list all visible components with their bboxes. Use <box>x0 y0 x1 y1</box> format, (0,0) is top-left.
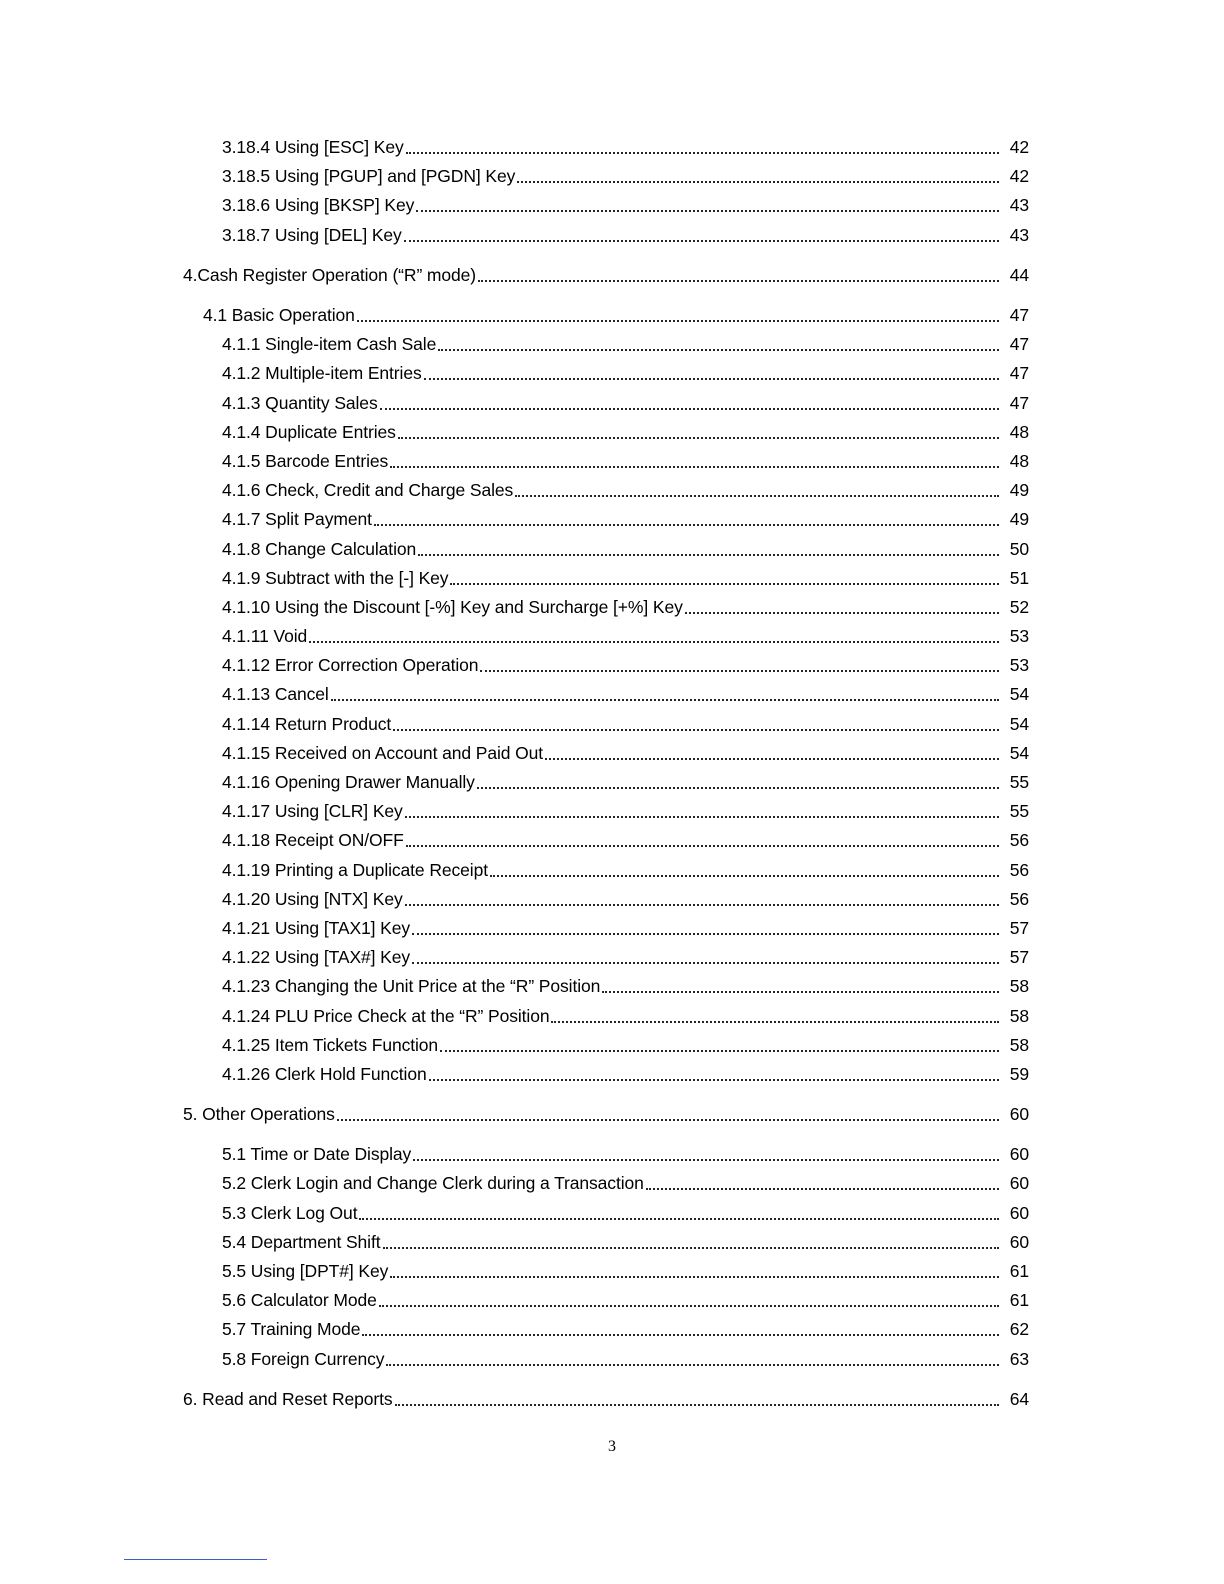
toc-entry-title: 5.8 Foreign Currency <box>222 1348 385 1369</box>
toc-entry-title: 4.1.5 Barcode Entries <box>222 450 389 471</box>
toc-entry-title: 5.4 Department Shift <box>222 1231 381 1252</box>
toc-entry-page-number: 60 <box>1009 1231 1029 1252</box>
toc-entry-page-number: 47 <box>1009 305 1029 326</box>
toc-entry-title: 4.1.23 Changing the Unit Price at the “R” Position <box>222 976 601 997</box>
toc-entry-page-number: 43 <box>1009 224 1029 245</box>
dot-leader <box>406 151 999 154</box>
toc-entry-page-number: 56 <box>1009 888 1029 909</box>
dot-leader <box>331 698 999 701</box>
toc-entry[interactable] <box>0 301 1224 330</box>
toc-entry-title: 5.2 Clerk Login and Change Clerk during a Transaction <box>222 1173 644 1194</box>
toc-entry-title: 4.1 Basic Operation <box>203 305 355 326</box>
toc-entry-title: 4.1.18 Receipt ON/OFF <box>222 830 404 851</box>
toc-entry-page-number: 61 <box>1009 1261 1029 1282</box>
dot-leader <box>450 582 999 585</box>
dot-leader <box>374 523 999 526</box>
toc-entry-page-number: 61 <box>1009 1290 1029 1311</box>
toc-entry-title: 4.1.21 Using [TAX1] Key <box>222 917 411 938</box>
dot-leader <box>424 377 999 380</box>
toc-entry-page-number: 50 <box>1009 538 1029 559</box>
footnote-separator <box>124 1559 267 1560</box>
dot-leader <box>390 465 999 468</box>
toc-entry[interactable] <box>0 972 1224 1001</box>
toc-entry[interactable] <box>0 1228 1224 1257</box>
dot-leader <box>406 844 999 847</box>
toc-entry[interactable] <box>0 826 1224 855</box>
toc-entry-title: 4.1.11 Void <box>222 626 308 647</box>
toc-entry-page-number: 48 <box>1009 450 1029 471</box>
toc-entry[interactable] <box>0 1169 1224 1198</box>
toc-entry[interactable] <box>0 1257 1224 1286</box>
toc-entry-page-number: 44 <box>1009 264 1029 285</box>
dot-leader <box>386 1363 999 1366</box>
dot-leader <box>418 553 999 556</box>
toc-entry[interactable] <box>0 564 1224 593</box>
toc-entry[interactable] <box>0 505 1224 534</box>
toc-entry-title: 4.Cash Register Operation (“R” mode) <box>183 264 477 285</box>
toc-entry-page-number: 54 <box>1009 742 1029 763</box>
toc-entry-title: 3.18.4 Using [ESC] Key <box>222 137 404 158</box>
toc-entry[interactable] <box>0 943 1224 972</box>
toc-entry[interactable] <box>0 221 1224 250</box>
toc-entry-page-number: 42 <box>1009 166 1029 187</box>
toc-entry-title: 4.1.10 Using the Discount [-%] Key and Surcharge [+%] Key <box>222 596 683 617</box>
dot-leader <box>405 903 999 906</box>
toc-entry-title: 4.1.22 Using [TAX#] Key <box>222 947 411 968</box>
toc-entry-page-number: 53 <box>1009 655 1029 676</box>
dot-leader <box>357 319 999 322</box>
toc-entry-title: 4.1.13 Cancel <box>222 684 329 705</box>
toc-entry-title: 5.1 Time or Date Display <box>222 1144 412 1165</box>
toc-entry-page-number: 53 <box>1009 626 1029 647</box>
toc-entry-title: 4.1.26 Clerk Hold Function <box>222 1063 427 1084</box>
toc-entry-title: 5.7 Training Mode <box>222 1319 361 1340</box>
toc-entry[interactable] <box>0 1001 1224 1030</box>
toc-entry-title: 4.1.12 Error Correction Operation <box>222 655 479 676</box>
toc-entry-title: 4.1.3 Quantity Sales <box>222 392 378 413</box>
toc-entry-title: 3.18.5 Using [PGUP] and [PGDN] Key <box>222 166 516 187</box>
toc-entry[interactable] <box>0 651 1224 680</box>
toc-entry[interactable] <box>0 359 1224 388</box>
toc-entry-title: 4.1.2 Multiple-item Entries <box>222 363 422 384</box>
dot-leader <box>412 932 999 935</box>
toc-entry-page-number: 57 <box>1009 917 1029 938</box>
toc-entry[interactable] <box>0 1031 1224 1060</box>
toc-entry-page-number: 57 <box>1009 947 1029 968</box>
toc-entry-page-number: 54 <box>1009 684 1029 705</box>
toc-entry[interactable] <box>0 739 1224 768</box>
toc-entry-page-number: 59 <box>1009 1063 1029 1084</box>
dot-leader <box>480 669 999 672</box>
toc-entry-title: 4.1.24 PLU Price Check at the “R” Position <box>222 1005 550 1026</box>
dot-leader <box>405 815 999 818</box>
toc-entry[interactable] <box>0 885 1224 914</box>
dot-leader <box>395 1403 999 1406</box>
toc-entry-page-number: 62 <box>1009 1319 1029 1340</box>
toc-entry[interactable] <box>0 710 1224 739</box>
toc-entry-page-number: 55 <box>1009 772 1029 793</box>
toc-entry-page-number: 52 <box>1009 596 1029 617</box>
toc-entry[interactable] <box>0 389 1224 418</box>
toc-entry[interactable] <box>0 1286 1224 1315</box>
toc-entry-page-number: 42 <box>1009 137 1029 158</box>
dot-leader <box>477 786 999 789</box>
toc-entry-page-number: 51 <box>1009 567 1029 588</box>
toc-entry-page-number: 48 <box>1009 421 1029 442</box>
toc-entry-page-number: 63 <box>1009 1348 1029 1369</box>
toc-entry-title: 4.1.14 Return Product <box>222 713 392 734</box>
toc-entry-page-number: 58 <box>1009 1005 1029 1026</box>
toc-entry[interactable] <box>0 1060 1224 1089</box>
toc-entry-page-number: 49 <box>1009 509 1029 530</box>
toc-entry-page-number: 58 <box>1009 976 1029 997</box>
toc-entry-page-number: 47 <box>1009 392 1029 413</box>
toc-entry[interactable] <box>0 914 1224 943</box>
table-of-contents <box>0 133 1224 1414</box>
toc-entry[interactable] <box>0 330 1224 359</box>
dot-leader <box>646 1187 999 1190</box>
dot-leader <box>438 348 999 351</box>
toc-entry[interactable] <box>0 133 1224 162</box>
toc-entry-title: 4.1.8 Change Calculation <box>222 538 417 559</box>
dot-leader <box>515 494 999 497</box>
toc-entry[interactable] <box>0 1315 1224 1344</box>
dot-leader <box>490 874 999 877</box>
dot-leader <box>429 1078 999 1081</box>
dot-leader <box>309 640 999 643</box>
dot-leader <box>393 728 999 731</box>
toc-entry-title: 5. Other Operations <box>183 1104 335 1125</box>
toc-entry-page-number: 49 <box>1009 480 1029 501</box>
dot-leader <box>551 1020 999 1023</box>
toc-entry[interactable] <box>0 418 1224 447</box>
toc-entry-page-number: 47 <box>1009 363 1029 384</box>
toc-entry[interactable] <box>0 1100 1224 1129</box>
toc-entry[interactable] <box>0 768 1224 797</box>
page-number: 3 <box>608 1438 616 1455</box>
toc-entry[interactable] <box>0 622 1224 651</box>
toc-entry-page-number: 56 <box>1009 830 1029 851</box>
toc-entry[interactable] <box>0 534 1224 563</box>
toc-entry-page-number: 43 <box>1009 195 1029 216</box>
toc-entry-title: 4.1.4 Duplicate Entries <box>222 421 396 442</box>
toc-entry-title: 5.5 Using [DPT#] Key <box>222 1261 389 1282</box>
dot-leader <box>380 407 999 410</box>
toc-entry-title: 3.18.6 Using [BKSP] Key <box>222 195 415 216</box>
toc-entry-page-number: 60 <box>1009 1104 1029 1125</box>
toc-entry[interactable] <box>0 1345 1224 1374</box>
dot-leader <box>416 209 999 212</box>
toc-entry[interactable] <box>0 191 1224 220</box>
toc-entry[interactable] <box>0 680 1224 709</box>
toc-entry[interactable] <box>0 162 1224 191</box>
toc-entry[interactable] <box>0 447 1224 476</box>
toc-entry-title: 4.1.25 Item Tickets Function <box>222 1034 439 1055</box>
dot-leader <box>362 1333 999 1336</box>
toc-entry[interactable] <box>0 797 1224 826</box>
toc-entry-title: 4.1.16 Opening Drawer Manually <box>222 772 475 793</box>
toc-entry-page-number: 64 <box>1009 1388 1029 1409</box>
dot-leader <box>412 961 999 964</box>
toc-entry-title: 5.6 Calculator Mode <box>222 1290 377 1311</box>
dot-leader <box>383 1246 1000 1249</box>
toc-entry-title: 4.1.7 Split Payment <box>222 509 372 530</box>
dot-leader <box>337 1118 999 1121</box>
toc-entry-title: 3.18.7 Using [DEL] Key <box>222 224 402 245</box>
dot-leader <box>390 1275 999 1278</box>
toc-entry-page-number: 60 <box>1009 1144 1029 1165</box>
dot-leader <box>440 1049 999 1052</box>
dot-leader <box>359 1217 999 1220</box>
toc-entry-page-number: 58 <box>1009 1034 1029 1055</box>
toc-entry-title: 6. Read and Reset Reports <box>183 1388 393 1409</box>
dot-leader <box>404 239 999 242</box>
toc-entry[interactable] <box>0 1385 1224 1414</box>
toc-entry-page-number: 60 <box>1009 1202 1029 1223</box>
toc-entry-page-number: 60 <box>1009 1173 1029 1194</box>
toc-entry[interactable] <box>0 1199 1224 1228</box>
toc-entry-title: 4.1.15 Received on Account and Paid Out <box>222 742 544 763</box>
toc-entry-page-number: 56 <box>1009 859 1029 880</box>
toc-entry-title: 4.1.6 Check, Credit and Charge Sales <box>222 480 514 501</box>
toc-entry[interactable] <box>0 1140 1224 1169</box>
toc-entry-title: 5.3 Clerk Log Out <box>222 1202 358 1223</box>
toc-entry-page-number: 54 <box>1009 713 1029 734</box>
toc-entry[interactable] <box>0 476 1224 505</box>
toc-entry[interactable] <box>0 593 1224 622</box>
toc-entry-title: 4.1.9 Subtract with the [-] Key <box>222 567 449 588</box>
dot-leader <box>413 1158 999 1161</box>
dot-leader <box>545 757 999 760</box>
dot-leader <box>685 611 999 614</box>
dot-leader <box>602 990 999 993</box>
toc-entry-title: 4.1.20 Using [NTX] Key <box>222 888 403 909</box>
dot-leader <box>379 1304 999 1307</box>
toc-entry-page-number: 47 <box>1009 334 1029 355</box>
toc-entry-title: 4.1.1 Single-item Cash Sale <box>222 334 437 355</box>
toc-entry-title: 4.1.17 Using [CLR] Key <box>222 801 403 822</box>
toc-entry-page-number: 55 <box>1009 801 1029 822</box>
toc-entry[interactable] <box>0 261 1224 290</box>
dot-leader <box>478 279 999 282</box>
dot-leader <box>398 436 999 439</box>
toc-entry[interactable] <box>0 856 1224 885</box>
dot-leader <box>517 180 999 183</box>
toc-entry-title: 4.1.19 Printing a Duplicate Receipt <box>222 859 488 880</box>
